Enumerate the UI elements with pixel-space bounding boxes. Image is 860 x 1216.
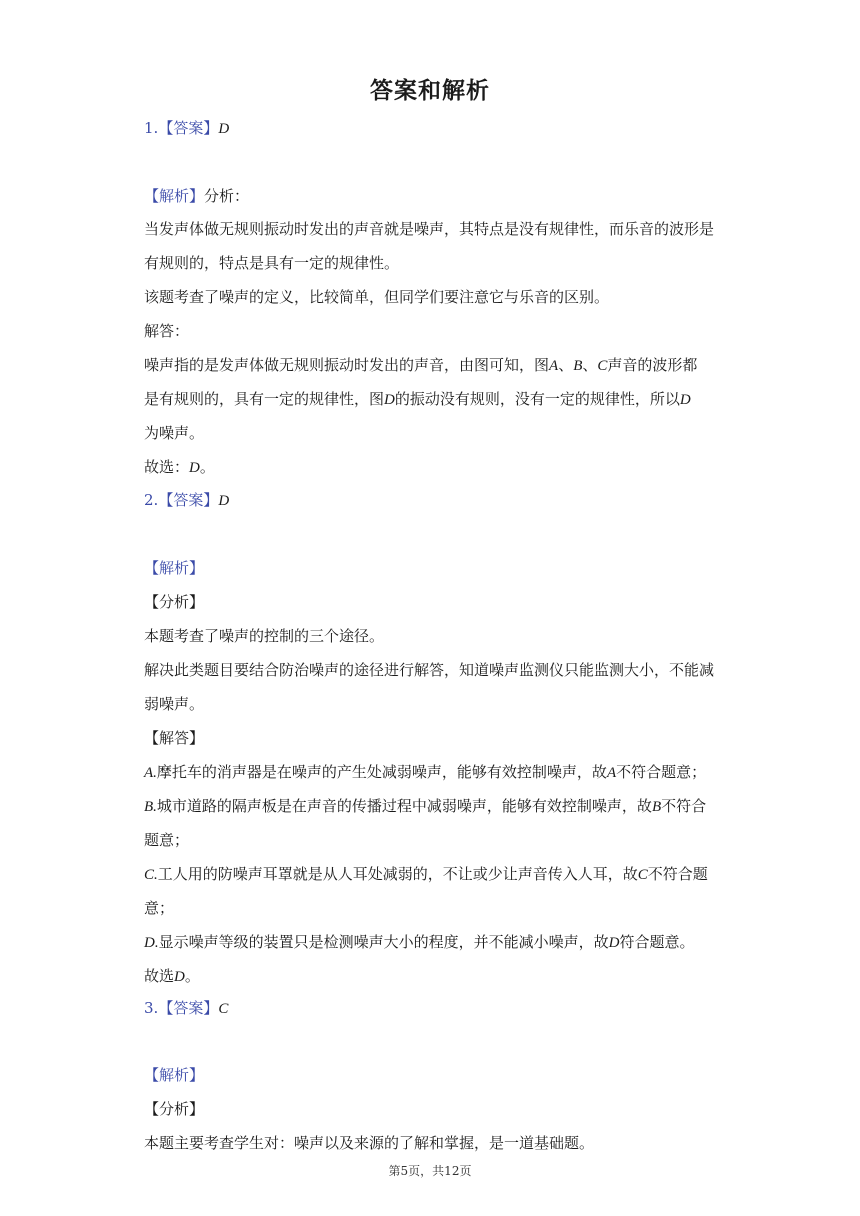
q2-option-b-cont: 题意； — [144, 831, 190, 849]
q3-text-1: 本题主要考查学生对：噪声以及来源的了解和掌握，是一道基础题。 — [144, 1134, 595, 1152]
page-footer: 第5页，共12页 — [388, 1164, 472, 1178]
q2-text-2: 解决此类题目要结合防治噪声的途径进行解答，知道噪声监测仪只能监测大小，不能减 — [144, 661, 715, 679]
q3-fenxi: 【分析】 — [144, 1100, 205, 1118]
q1-number: 1. — [144, 119, 159, 137]
q2-option-d-text: 显示噪声等级的装置只是检测噪声大小的程度，并不能减小噪声，故 — [158, 933, 609, 951]
q1-text-2: 有规则的，特点是具有一定的规律性。 — [144, 254, 400, 272]
q3-answer-tag: 【答案】 — [158, 999, 219, 1017]
q2-option-c-cont: 意； — [144, 899, 175, 917]
q1-text-4: 解答： — [144, 322, 190, 340]
q1-var-d: D — [384, 392, 395, 408]
q1-text-6a: 是有规则的，具有一定的规律性，图 — [144, 390, 385, 408]
q2-option-c-end: 不符合题 — [647, 865, 708, 883]
q2-option-c-letter: C. — [144, 867, 158, 883]
q2-option-a-text: 摩托车的消声器是在噪声的产生处减弱噪声，能够有效控制噪声，故 — [156, 763, 607, 781]
q2-option-d-var: D — [608, 935, 620, 951]
q2-option-d-end: 符合题意。 — [619, 933, 695, 951]
q1-answer: D — [218, 121, 230, 137]
q1-selection-var: D — [189, 460, 200, 476]
q1-text-5 — [144, 355, 734, 376]
q3-answer: C — [218, 1001, 229, 1017]
q2-option-d-letter: D. — [144, 935, 159, 951]
q2-jieda: 【解答】 — [144, 729, 205, 747]
q2-option-b-var: B — [651, 799, 662, 815]
q1-sep-1: 、 — [558, 356, 574, 374]
q1-analysis-head: 分析： — [204, 187, 250, 205]
q3-answer-line — [144, 998, 734, 1019]
q1-answer-tag: 【答案】 — [158, 119, 219, 137]
q2-answer: D — [218, 493, 230, 509]
q2-option-a-var: A — [606, 765, 617, 781]
q2-option-a-end: 不符合题意； — [616, 763, 707, 781]
q3-number: 3. — [144, 999, 159, 1017]
q1-text-5b: 声音的波形都 — [607, 356, 698, 374]
q2-option-b-end: 不符合 — [661, 797, 707, 815]
q1-text-6 — [144, 389, 734, 410]
q2-text-1: 本题考查了噪声的控制的三个途径。 — [144, 627, 385, 645]
q1-selection-label: 故选： — [144, 458, 190, 476]
q2-option-d — [144, 932, 734, 953]
q1-text-6b: 的振动没有规则，没有一定的规律性，所以 — [394, 390, 680, 408]
q2-fenxi: 【分析】 — [144, 593, 205, 611]
q2-selection-label: 故选 — [144, 967, 175, 985]
q1-var-a: A — [549, 358, 559, 374]
q2-option-c-var: C — [637, 867, 648, 883]
q1-text-3: 该题考查了噪声的定义，比较简单，但同学们要注意它与乐音的区别。 — [144, 288, 610, 306]
q2-option-b-letter: B. — [144, 799, 157, 815]
q2-answer-line — [144, 490, 734, 511]
q1-selection-end: 。 — [199, 458, 215, 476]
q2-option-c-text: 工人用的防噪声耳罩就是从人耳处减弱的，不让或少让声音传入人耳，故 — [157, 865, 638, 883]
q2-answer-tag: 【答案】 — [158, 491, 219, 509]
page-title: 答案和解析 — [370, 78, 490, 104]
q2-text-3: 弱噪声。 — [144, 695, 205, 713]
q1-text-7: 为噪声。 — [144, 424, 205, 442]
q2-option-b — [144, 796, 734, 817]
q2-selection-var: D — [174, 969, 185, 985]
q1-analysis-line — [144, 186, 734, 206]
q2-option-a-letter: A. — [144, 765, 157, 781]
q1-selection — [144, 457, 734, 478]
q2-selection — [144, 966, 734, 987]
q3-analysis-tag-line — [144, 1065, 734, 1085]
q1-var-c: C — [597, 358, 608, 374]
q1-analysis-tag: 【解析】 — [144, 187, 205, 205]
q1-var-d2: D — [679, 392, 691, 408]
q1-sep-2: 、 — [582, 356, 598, 374]
q2-analysis-tag-line — [144, 558, 734, 578]
q2-option-b-text: 城市道路的隔声板是在声音的传播过程中减弱噪声，能够有效控制噪声，故 — [156, 797, 652, 815]
q2-selection-end: 。 — [184, 967, 200, 985]
q1-text-1: 当发声体做无规则振动时发出的声音就是噪声，其特点是没有规律性，而乐音的波形是 — [144, 220, 715, 238]
q3-analysis-tag: 【解析】 — [144, 1066, 205, 1084]
q1-answer-line — [144, 118, 734, 139]
q2-analysis-tag: 【解析】 — [144, 559, 205, 577]
q2-number: 2. — [144, 491, 159, 509]
q1-var-b: B — [573, 358, 583, 374]
q1-text-5a: 噪声指的是发声体做无规则振动时发出的声音，由图可知，图 — [144, 356, 550, 374]
q2-option-a — [144, 762, 734, 783]
q2-option-c — [144, 864, 734, 885]
